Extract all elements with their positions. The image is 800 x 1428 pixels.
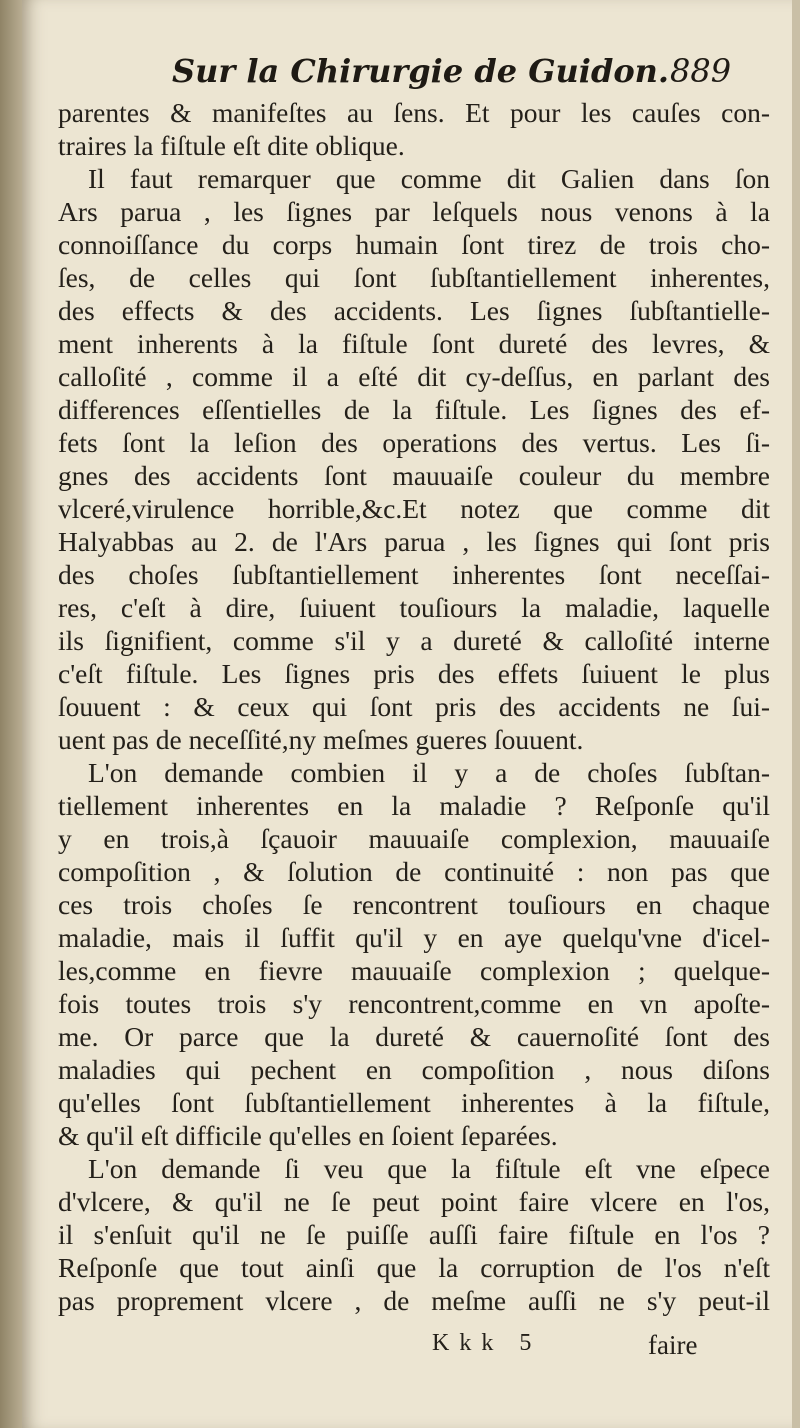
text-line: differences eſſentielles de la fiſtule. Les ſignes des ef- [58, 394, 770, 425]
text-line: y en trois,à ſçauoir mauuaiſe complexion, mauuaiſe [58, 823, 770, 854]
text-line: gnes des accidents ſont mauuaiſe couleur du membre [58, 460, 770, 491]
text-line: ment inherents à la fiſtule ſont dureté des levres, & [58, 328, 770, 359]
text-line: maladies qui pechent en compoſition , nous diſons [58, 1054, 770, 1085]
binding-gutter [0, 0, 22, 1428]
running-head-title: Sur la Chirurgie de Guidon. [172, 52, 670, 90]
text-line: Il faut remarquer que comme dit Galien dans ſon [88, 163, 770, 194]
text-line: qu'elles ſont ſubſtantiellement inherentes à la fiſtule, [58, 1087, 770, 1118]
text-line: Halyabbas au 2. de l'Ars parua , les ſignes qui ſont pris [58, 526, 770, 557]
text-line: L'on demande ſi veu que la fiſtule eſt vne eſpece [88, 1153, 770, 1184]
text-line: res, c'eſt à dire, ſuiuent touſiours la maladie, laquelle [58, 592, 770, 623]
signature-mark: Kkk 5 [432, 1330, 542, 1356]
page-number: 889 [670, 52, 732, 90]
text-line: & qu'il eſt difficile qu'elles en ſoient ſeparées. [58, 1120, 558, 1151]
text-line: fois toutes trois s'y rencontrent,comme en vn apoſte- [58, 988, 770, 1019]
text-line: traires la fiſtule eſt dite oblique. [58, 130, 405, 161]
text-line: ces trois choſes ſe rencontrent touſiours en chaque [58, 889, 770, 920]
text-line: compoſition , & ſolution de continuité : non pas que [58, 856, 770, 887]
text-line: pas proprement vlcere , de meſme auſſi ne s'y peut-il [58, 1285, 770, 1316]
text-line: uent pas de neceſſité,ny meſmes gueres ſouuent. [58, 724, 584, 755]
text-line: des effects & des accidents. Les ſignes ſubſtantielle- [58, 295, 770, 326]
text-line: tiellement inherentes en la maladie ? Reſponſe qu'il [58, 790, 770, 821]
text-line: Ars parua , les ſignes par leſquels nous venons à la [58, 196, 770, 227]
text-line: il s'enſuit qu'il ne ſe puiſſe auſſi faire fiſtule en l'os ? [58, 1219, 770, 1250]
catchword: faire [648, 1330, 698, 1360]
text-line: ſouuent : & ceux qui ſont pris des accidents ne ſui- [58, 691, 770, 722]
text-line: c'eſt fiſtule. Les ſignes pris des effets ſuiuent le plus [58, 658, 770, 689]
text-line: des choſes ſubſtantiellement inherentes ſont neceſſai- [58, 559, 770, 590]
text-line: calloſité , comme il a eſté dit cy-deſſus, en parlant des [58, 361, 770, 392]
running-head [0, 52, 800, 100]
text-line: ſes, de celles qui ſont ſubſtantiellement inherentes, [58, 262, 770, 293]
text-line: Reſponſe que tout ainſi que la corruption de l'os n'eſt [58, 1252, 770, 1283]
text-line: me. Or parce que la dureté & cauernoſité ſont des [58, 1021, 770, 1052]
text-line: d'vlcere, & qu'il ne ſe peut point faire vlcere en l'os, [58, 1186, 770, 1217]
text-line: les,comme en fievre mauuaiſe complexion ; quelque- [58, 955, 770, 986]
text-line: vlceré,virulence horrible,&c.Et notez que comme dit [58, 493, 770, 524]
text-line: L'on demande combien il y a de choſes ſubſtan- [88, 757, 770, 788]
text-line: ils ſignifient, comme s'il y a dureté & calloſité interne [58, 625, 770, 656]
page-footer [0, 1330, 800, 1370]
body-text [58, 96, 770, 1317]
text-line: connoiſſance du corps humain ſont tirez de trois cho- [58, 229, 770, 260]
text-line: parentes & manifeſtes au ſens. Et pour les cauſes con- [58, 97, 770, 128]
text-line: maladie, mais il ſuffit qu'il y en aye quelqu'vne d'icel- [58, 922, 770, 953]
text-line: fets ſont la leſion des operations des vertus. Les ſi- [58, 427, 770, 458]
